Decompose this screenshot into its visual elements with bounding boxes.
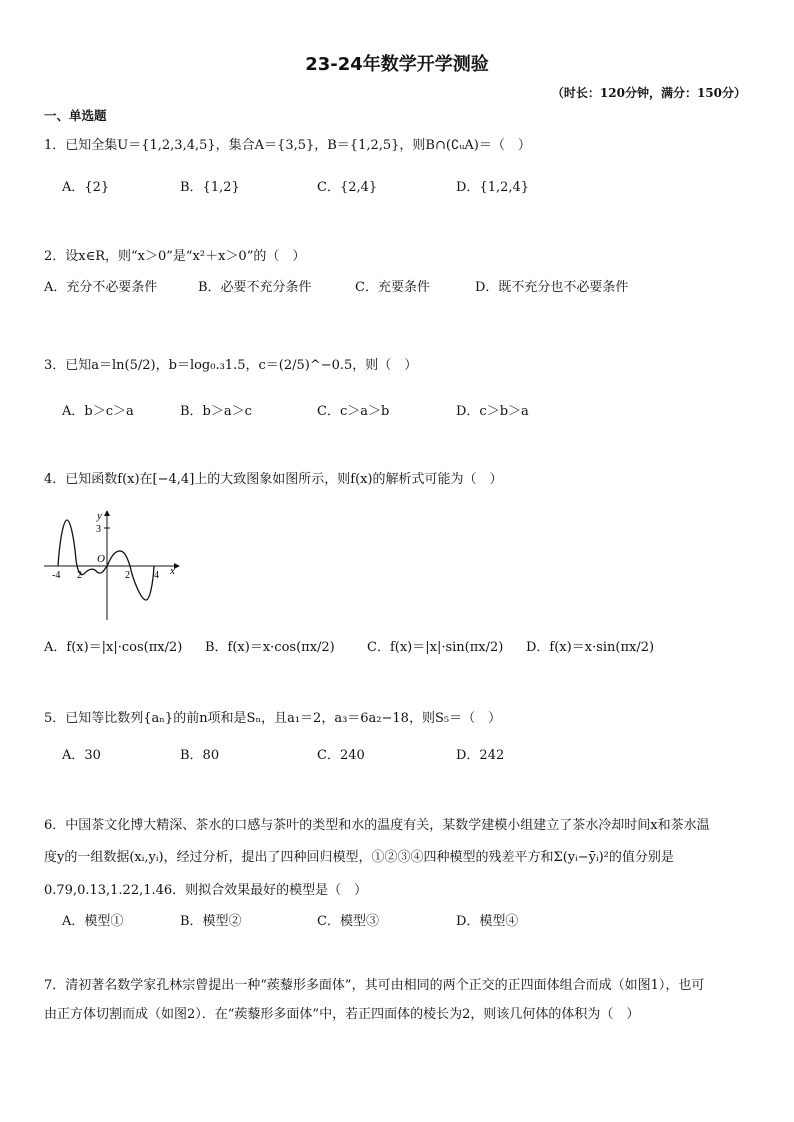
x-axis — [44, 563, 180, 569]
question-2-option-a[interactable]: A．充分不必要条件 — [44, 280, 158, 295]
question-3-stem: 3．已知a＝ln(5/2)，b＝log₀.₃1.5，c＝(2/5)^−0.5，则（ ） — [44, 358, 418, 373]
question-5-stem: 5．已知等比数列{aₙ}的前n项和是Sₙ，且a₁＝2，a₃＝6a₂−18，则S₅＝（ ） — [44, 711, 502, 726]
question-3-option-c[interactable]: C．c＞a＞b — [317, 404, 390, 419]
question-5-option-c[interactable]: C．240 — [317, 748, 365, 763]
question-1-option-c[interactable]: C．{2,4} — [317, 180, 378, 195]
question-1-option-d[interactable]: D．{1,2,4} — [456, 180, 530, 195]
question-2-option-b[interactable]: B．必要不充分条件 — [198, 280, 312, 295]
question-5-option-a[interactable]: A．30 — [62, 748, 101, 763]
function-graph-figure — [40, 508, 190, 623]
question-4-option-b[interactable]: B．f(x)＝x·cos(πx/2) — [205, 640, 335, 655]
question-4-option-c[interactable]: C．f(x)＝|x|·sin(πx/2) — [367, 640, 504, 655]
origin-label: O — [97, 553, 105, 565]
question-6-option-a[interactable]: A．模型① — [62, 914, 124, 929]
question-4-option-a[interactable]: A．f(x)＝|x|·cos(πx/2) — [44, 640, 183, 655]
question-4-option-d[interactable]: D．f(x)＝x·sin(πx/2) — [526, 640, 655, 655]
x-tick-4-label: 4 — [154, 570, 159, 581]
page-title: 23-24年数学开学测验 — [305, 54, 489, 75]
question-6-option-b[interactable]: B．模型② — [180, 914, 242, 929]
question-2-option-d[interactable]: D．既不充分也不必要条件 — [475, 280, 629, 295]
question-3-option-a[interactable]: A．b＞c＞a — [62, 404, 134, 419]
exam-meta: （时长：120分钟，满分：150分） — [551, 86, 746, 100]
y-tick-3-label: 3 — [96, 524, 101, 535]
section-heading: 一、单选题 — [44, 108, 107, 123]
question-6-stem-line-1: 6．中国茶文化博大精深、茶水的口感与茶叶的类型和水的温度有关，某数学建模小组建立了茶水冷却时间x和茶水温 — [44, 818, 710, 833]
question-1-option-a[interactable]: A．{2} — [62, 180, 110, 195]
question-2-option-c[interactable]: C．充要条件 — [355, 280, 430, 295]
question-5-option-d[interactable]: D．242 — [456, 748, 505, 763]
x-tick-neg2-label: 2 — [77, 570, 82, 581]
x-axis-label: x — [170, 565, 175, 577]
x-tick-2-label: 2 — [125, 570, 130, 581]
question-7-stem-line-1: 7．清初著名数学家孔林宗曾提出一种“蒺藜形多面体”，其可由相同的两个正交的正四面体组合而成（如图1），也可 — [44, 978, 705, 993]
function-curve — [58, 520, 154, 600]
question-2-stem: 2．设x∈R，则“x＞0”是“x²＋x＞0”的（ ） — [44, 249, 306, 264]
question-3-option-b[interactable]: B．b＞a＞c — [180, 404, 252, 419]
question-3-option-d[interactable]: D．c＞b＞a — [456, 404, 529, 419]
question-6-stem-line-3: 0.79,0.13,1.22,1.46．则拟合效果最好的模型是（ ） — [44, 883, 368, 898]
question-6-option-d[interactable]: D．模型④ — [456, 914, 519, 929]
y-axis-label: y — [97, 510, 102, 522]
question-1-stem: 1．已知全集U＝{1,2,3,4,5}，集合A＝{3,5}，B＝{1,2,5}，则B∩(∁ᵤA)＝（ ） — [44, 138, 531, 153]
question-7-stem-line-2: 由正方体切割而成（如图2）．在“蒺藜形多面体”中，若正四面体的棱长为2，则该几何体的体积为（ ） — [44, 1007, 640, 1022]
x-tick-neg4-label: -4 — [52, 570, 61, 581]
question-1-option-b[interactable]: B．{1,2} — [180, 180, 240, 195]
question-4-stem: 4．已知函数f(x)在[−4,4]上的大致图象如图所示，则f(x)的解析式可能为（ ） — [44, 472, 503, 487]
question-6-option-c[interactable]: C．模型③ — [317, 914, 379, 929]
question-6-stem-line-2: 度y的一组数据(xᵢ,yᵢ)，经过分析，提出了四种回归模型，①②③④四种模型的残差平方和Σ(yᵢ−ȳᵢ)²的值分别是 — [44, 850, 674, 865]
question-5-option-b[interactable]: B．80 — [180, 748, 220, 763]
